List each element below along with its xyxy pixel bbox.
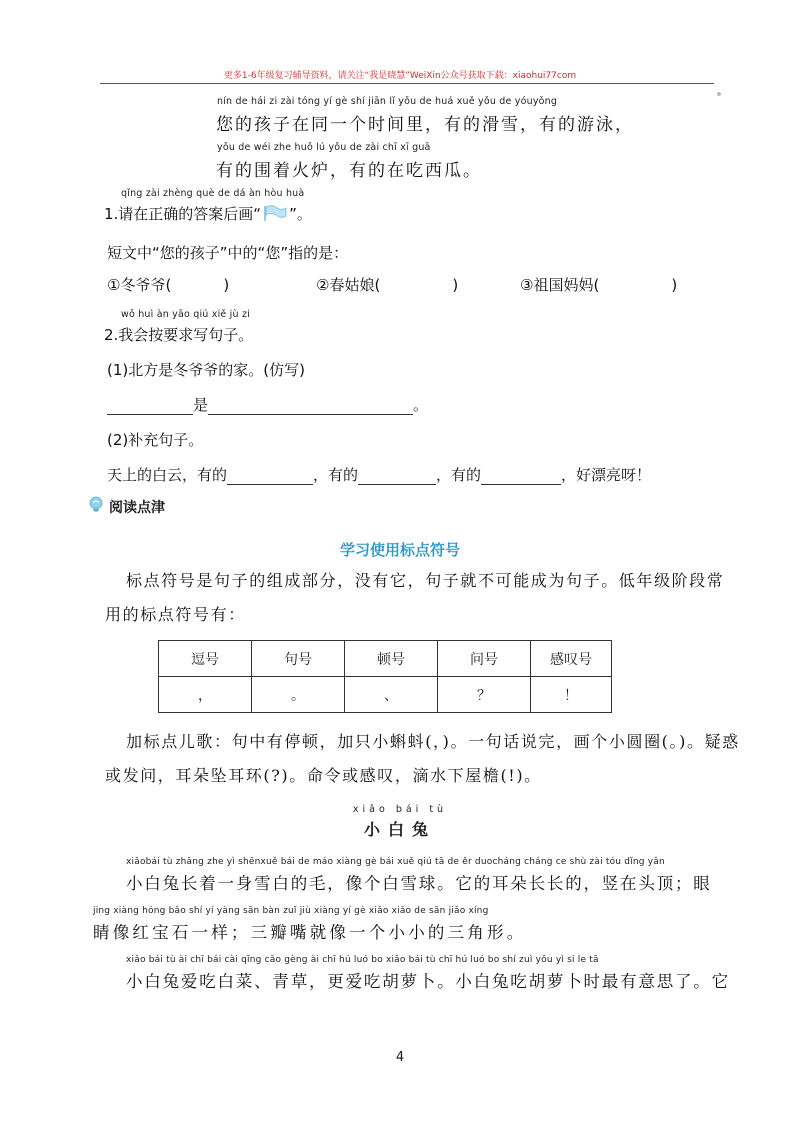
blank-1[interactable] xyxy=(107,413,193,415)
story-pinyin-3: xiǎo bái tù ài chī bái cài qīng cǎo gèng ài chī hú luó bo xiǎo bái tù chī hú luó bo shí zuì yǒu yì si le tā xyxy=(126,955,599,965)
q2-part2: (2)补充句子。 xyxy=(107,431,204,449)
table-header-row xyxy=(159,641,612,677)
story-line-2: 睛像红宝石一样；三瓣嘴就像一个小小的三角形。 xyxy=(93,923,527,942)
fill-start: 天上的白云，有的 xyxy=(107,466,228,484)
passage-line-1: 您的孩子在同一个时间里，有的滑雪，有的游泳， xyxy=(216,115,634,135)
q2-part1-mid: 是 xyxy=(193,396,209,414)
q1-option-2[interactable] xyxy=(316,274,458,295)
blank-5[interactable] xyxy=(481,483,561,485)
table-cell: ， xyxy=(159,677,252,713)
story-pinyin-2: jing xiàng hóng bǎo shí yí yàng sān bàn zuǐ jiù xiàng yí gè xiǎo xiǎo de sān jiǎo xíng xyxy=(93,906,489,916)
passage-pinyin-1: nín de hái zi zài tóng yí gè shí jiān lǐ yǒu de huá xuě yǒu de yóuyǒng xyxy=(217,96,558,107)
story-line-3: 小白兔爱吃白菜、青草，更爱吃胡萝卜。小白兔吃胡萝卜时最有意思了。它 xyxy=(126,972,730,991)
q1-option-1-label: ①冬爷爷( xyxy=(107,276,172,294)
q1-option-2-label: ②春姑娘( xyxy=(316,276,381,294)
story-line-1: 小白兔长着一身雪白的毛，像个白雪球。它的耳朵长长的，竖在头顶；眼 xyxy=(126,874,712,893)
table-cell: ？ xyxy=(438,677,531,713)
reading-tip-para-line-2: 用的标点符号有： xyxy=(105,605,246,624)
header-divider xyxy=(100,83,714,84)
story-title: 小白兔 xyxy=(363,820,436,839)
fill-end: ，好漂亮呀！ xyxy=(561,466,652,484)
reading-tip-title: 学习使用标点符号 xyxy=(339,541,460,559)
table-cell: 、 xyxy=(345,677,438,713)
q2-pinyin: wǒ huì àn yāo qiú xiě jù zi xyxy=(121,309,250,320)
q1-pinyin: qǐng zài zhèng què de dá àn hòu huà xyxy=(121,188,305,199)
q1-option-1-close: ) xyxy=(223,276,230,294)
q1-option-3-close: ) xyxy=(671,276,678,294)
song-line-2: 或发问，耳朵坠耳环(?)。命令或感叹，滴水下屋檐(!)。 xyxy=(105,766,542,785)
reading-tip-label: 阅读点津 xyxy=(109,500,165,516)
table-header-cell: 感叹号 xyxy=(531,641,612,677)
q1-option-3[interactable] xyxy=(520,274,677,295)
table-header-cell: 顿号 xyxy=(345,641,438,677)
reading-tip-heading xyxy=(88,496,165,518)
table-header-cell: 问号 xyxy=(438,641,531,677)
blank-4[interactable] xyxy=(358,483,436,485)
q2-fill-sentence xyxy=(107,464,651,485)
blank-3[interactable] xyxy=(227,483,313,485)
story-pinyin-1: xiǎobái tù zhǎng zhe yì shēnxuě bái de máo xiàng gè bái xuě qiú tā de ěr duocháng cháng ce shù zài tóu dǐng yǎn xyxy=(126,857,665,867)
q2-part1-end: 。 xyxy=(413,396,429,414)
fill-mid-2: ，有的 xyxy=(436,466,482,484)
q2-title: 2.我会按要求写句子。 xyxy=(104,326,254,344)
q2-part1-answer xyxy=(107,394,428,415)
q1-option-1[interactable] xyxy=(107,274,229,295)
passage-pinyin-2: yǒu de wéi zhe huǒ lú yǒu de zài chī xī guā xyxy=(217,142,431,153)
table-row xyxy=(159,677,612,713)
punctuation-table xyxy=(158,640,612,713)
passage-line-2: 有的围着火炉，有的在吃西瓜。 xyxy=(216,161,482,181)
blank-2[interactable] xyxy=(208,413,413,415)
table-header-cell: 句号 xyxy=(252,641,345,677)
corner-mark xyxy=(717,92,721,96)
q1-subquestion: 短文中“您的孩子”中的“您”指的是： xyxy=(107,244,349,262)
q1-title-prefix: 1.请在正确的答案后画“ xyxy=(104,205,262,223)
q1-option-3-label: ③祖国妈妈( xyxy=(520,276,600,294)
song-line-1: 加标点儿歌：句中有停顿，加只小蝌蚪(，)。一句话说完，画个小圆圈(。)。疑惑 xyxy=(126,732,740,751)
lightbulb-icon xyxy=(88,496,104,518)
table-cell: 。 xyxy=(252,677,345,713)
q2-part1: (1)北方是冬爷爷的家。(仿写) xyxy=(107,361,305,379)
q1-title xyxy=(104,203,312,224)
table-cell: ！ xyxy=(531,677,612,713)
story-title-pinyin: xiǎo bái tù xyxy=(352,804,448,815)
page-number: 4 xyxy=(395,1050,405,1065)
reading-tip-para-line-1: 标点符号是句子的组成部分，没有它，句子就不可能成为句子。低年级阶段常 xyxy=(126,571,725,590)
header-notice: 更多1-6年级复习辅导资料，请关注“我是晓慧”WeiXin公众号获取下载：xiaohui77com xyxy=(223,71,577,81)
flag-icon xyxy=(263,205,287,221)
table-header-cell: 逗号 xyxy=(159,641,252,677)
q1-title-suffix: ”。 xyxy=(289,205,312,223)
q1-option-2-close: ) xyxy=(452,276,459,294)
fill-mid-1: ，有的 xyxy=(313,466,359,484)
